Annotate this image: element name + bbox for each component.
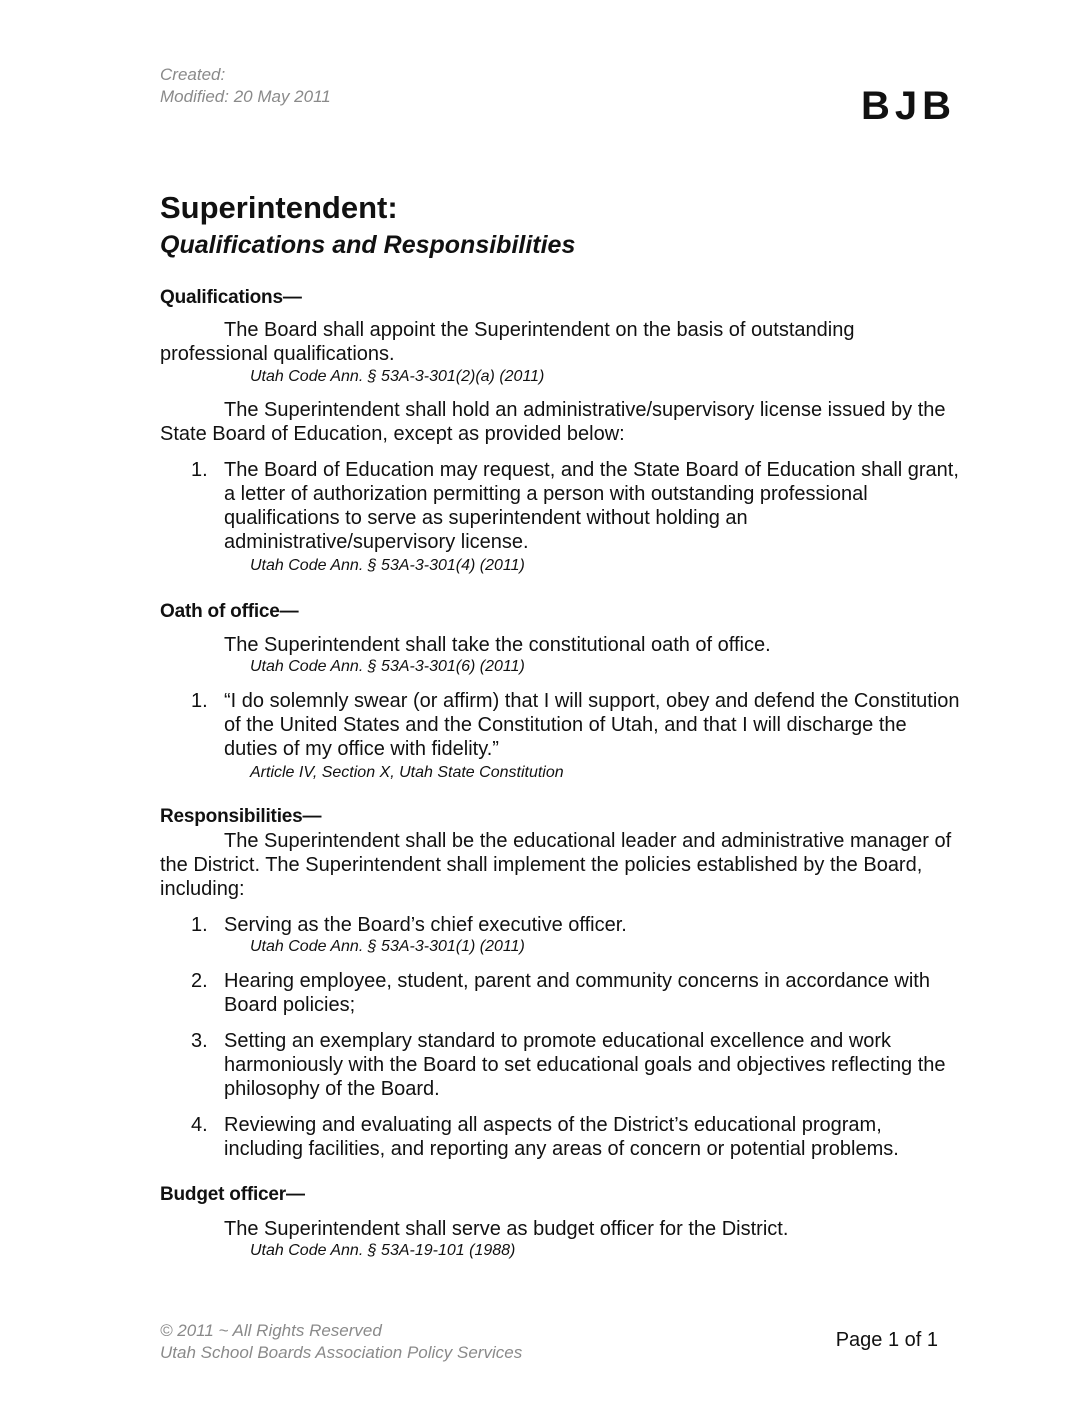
- citation: Utah Code Ann. § 53A-3-301(2)(a) (2011): [250, 368, 545, 385]
- qualifications-paragraph-2: The Superintendent shall hold an administrative/supervisory license issued by the State Board of Education, except as provided below:: [160, 399, 946, 445]
- list-item: Setting an exemplary standard to promote educational excellence and work harmoniously with the Board to set educational goals and objectives reflecting the philosophy of the Board.: [224, 1030, 946, 1100]
- list-number: 1.: [191, 914, 208, 936]
- created-label: Created:: [160, 65, 226, 84]
- citation: Article IV, Section X, Utah State Constitution: [250, 764, 564, 781]
- citation: Utah Code Ann. § 53A-3-301(6) (2011): [250, 658, 525, 675]
- list-item: Reviewing and evaluating all aspects of the District’s educational program, including facilities, and reporting any areas of concern or potential problems.: [224, 1114, 899, 1160]
- citation: Utah Code Ann. § 53A-19-101 (1988): [250, 1242, 516, 1259]
- list-item: Hearing employee, student, parent and community concerns in accordance with Board policies;: [224, 970, 930, 1016]
- list-item: Serving as the Board’s chief executive officer.: [224, 914, 627, 936]
- footer-organization: Utah School Boards Association Policy Services: [160, 1343, 523, 1362]
- page-subtitle: Qualifications and Responsibilities: [160, 231, 576, 259]
- oath-paragraph: The Superintendent shall take the constitutional oath of office.: [224, 634, 771, 656]
- list-number: 1.: [191, 690, 208, 712]
- list-number: 3.: [191, 1030, 208, 1052]
- footer-copyright: © 2011 ~ All Rights Reserved: [160, 1321, 382, 1340]
- page-title: Superintendent:: [160, 190, 398, 225]
- qualifications-paragraph-1: The Board shall appoint the Superintendent on the basis of outstanding professional qualifications.: [160, 319, 855, 365]
- citation: Utah Code Ann. § 53A-3-301(4) (2011): [250, 557, 525, 574]
- budget-paragraph: The Superintendent shall serve as budget officer for the District.: [224, 1218, 789, 1240]
- list-number: 1.: [191, 459, 208, 481]
- section-heading-oath: Oath of office—: [160, 601, 299, 622]
- policy-code: BJB: [860, 84, 956, 128]
- responsibilities-paragraph: The Superintendent shall be the educational leader and administrative manager of the District. The Superintendent shall implement the policies established by the Board, including:: [160, 830, 952, 900]
- list-number: 4.: [191, 1114, 208, 1136]
- citation: Utah Code Ann. § 53A-3-301(1) (2011): [250, 938, 525, 955]
- list-item: The Board of Education may request, and the State Board of Education shall grant, a letter of authorization permitting a person with outstanding professional qualifications to serve as superintendent without holding an administrative/supervisory license.: [224, 459, 959, 553]
- list-item: “I do solemnly swear (or affirm) that I will support, obey and defend the Constitution of the United States and the Constitution of Utah, and that I will discharge the duties of my office with fidelity.”: [224, 690, 960, 760]
- modified-date: Modified: 20 May 2011: [160, 87, 331, 106]
- section-heading-budget: Budget officer—: [160, 1184, 305, 1205]
- section-heading-qualifications: Qualifications—: [160, 287, 302, 308]
- list-number: 2.: [191, 970, 208, 992]
- section-heading-responsibilities: Responsibilities—: [160, 806, 322, 827]
- page-number: Page 1 of 1: [835, 1329, 938, 1351]
